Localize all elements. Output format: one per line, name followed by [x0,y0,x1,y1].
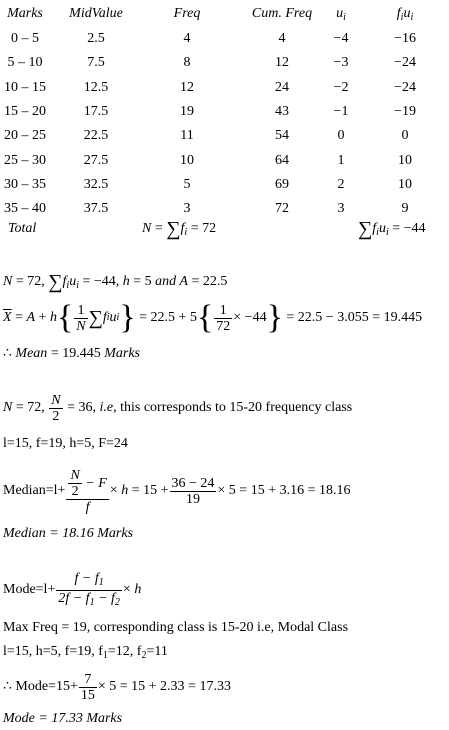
cell-marks: 5 – 10 [7,55,43,71]
cell-midvalue: 17.5 [83,103,109,119]
cell-u: −2 [333,79,349,95]
mode-calc-bot: 15 [80,687,95,703]
cell-fu: 10 [398,176,412,192]
cell-marks: 35 – 40 [4,201,46,217]
cell-fu: 9 [401,201,409,217]
cell-cumfreq: 12 [275,55,289,71]
cell-cumfreq: 24 [275,79,289,95]
cell-marks: 15 – 20 [4,103,46,119]
cell-marks: 0 – 5 [11,31,39,46]
cell-u: −3 [333,55,349,71]
cell-marks: 30 – 35 [4,176,46,192]
cell-u: 0 [337,128,345,144]
cell-fu: −24 [394,55,416,71]
cell-fu: −16 [394,31,416,46]
cell-freq: 5 [183,176,191,192]
cell-marks: 25 – 30 [4,152,46,168]
mode-calc-top: 7 [79,672,97,688]
mode-calc [3,668,231,706]
median-conclusion: Median = 18.16 Marks [3,526,133,541]
cell-u: 3 [337,201,345,217]
cell-u: 2 [337,176,345,192]
mode-max-freq: Max Freq = 19, corresponding class is 15-20 i.e, Modal Class [3,620,349,635]
table-row [0,31,449,54]
cell-fu: 10 [398,152,412,168]
cell-midvalue: 32.5 [83,176,109,192]
cell-u: −1 [333,103,349,119]
mean-formula: $\overline{X}$ = A + h { $\frac{1}{N}$ ∑ f i u i } = 22.5 + 5 { $\frac{1}{72}$ × −44 } = 22.5 − 3.055 = 19.445 [3,299,423,336]
cell-cumfreq: 43 [275,103,289,119]
header-u: $u_i$ [336,6,346,23]
mode-formula-lhs: Mode=l+ [3,582,56,597]
total-fu: $\sum f_iu_i = -44$ [358,218,426,240]
mean-given: N = 72, $\sum f_iu_i = -44$, h = 5 and A = 22.5 [3,271,228,293]
cell-midvalue: 22.5 [83,128,109,144]
cell-midvalue: 27.5 [83,152,109,168]
cell-freq: 8 [183,55,191,71]
cell-cumfreq: 69 [275,176,289,192]
mode-params: l=15, h=5, f=19, $f_1=12$, $f_2=11$ [3,644,168,661]
table-row [0,128,449,151]
cell-midvalue: 37.5 [83,201,109,217]
mode-formula: Mode=l+ $\frac{f - f_1}{2f - f_1 - f_2}$ × h [3,570,142,608]
cell-freq: 19 [180,103,194,119]
cell-u: 1 [337,152,345,168]
table-header [0,6,449,29]
table-row [0,104,449,127]
total-label: Total [8,221,37,236]
mode-conclusion: Mode = 17.33 Marks [3,711,123,726]
table-row [0,177,449,200]
cell-midvalue: 2.5 [87,31,105,46]
cell-midvalue: 12.5 [83,79,109,95]
header-midvalue: MidValue [69,6,123,21]
mean-conclusion: ∴ Mean = 19.445 Marks [3,346,140,361]
cell-marks: 10 – 15 [4,79,46,95]
cell-cumfreq: 72 [275,201,289,217]
cell-freq: 4 [183,31,191,46]
mode-calc-lhs: ∴ Mode=15+ [3,679,78,694]
median-params: l=15, f=19, h=5, F=24 [3,436,128,451]
cell-freq: 3 [183,201,191,217]
table-row [0,80,449,103]
median-formula: Median=l+ $\frac{N}{2}$ − F f × h = 15 + $\frac{36 - 24}{19}$ × 5 = 15 + 3.16 = 18.16 [3,467,351,515]
header-freq: Freq [173,6,201,21]
cell-freq: 10 [180,152,194,168]
table-row [0,55,449,78]
table-row [0,153,449,176]
cell-fu: −19 [394,103,416,119]
total-n: $N = \sum f_i = 72$ [142,218,217,240]
cell-cumfreq: 54 [275,128,289,144]
header-marks: Marks [7,6,43,21]
header-cumfreq: Cum. Freq [251,6,313,21]
cell-cumfreq: 4 [278,31,286,46]
cell-u: −4 [333,31,349,46]
cell-marks: 20 – 25 [4,128,46,144]
cell-cumfreq: 64 [275,152,289,168]
cell-fu: 0 [401,128,409,144]
cell-fu: −24 [394,79,416,95]
cell-freq: 12 [180,79,194,95]
cell-midvalue: 7.5 [87,55,105,71]
median-formula-lhs: Median=l+ [3,483,66,498]
cell-freq: 11 [180,128,194,144]
median-line1: N = 72, $\frac{N}{2}$ = 36, i.e, this corresponds to 15-20 frequency class [3,392,353,424]
header-fu: $f_iu_i$ [396,6,414,23]
mode-calc-rest: × 5 = 15 + 2.33 = 17.33 [97,679,231,694]
